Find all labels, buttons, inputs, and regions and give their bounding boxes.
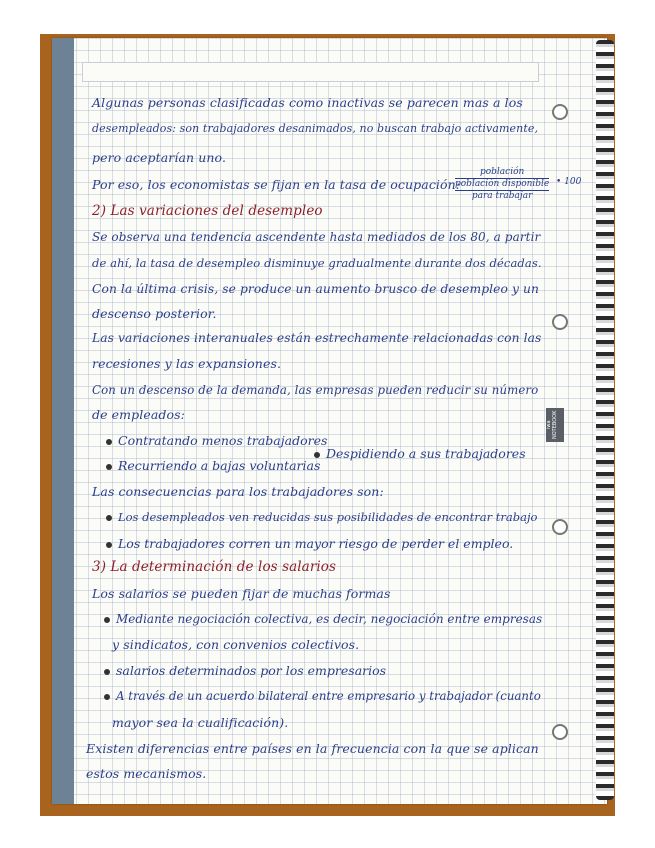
bullet-item: Los desempleados ven reducidas sus posibilidades de encontrar trabajo <box>106 510 537 524</box>
note-line: Con la última crisis, se produce un aumento brusco de desempleo y un <box>92 282 539 296</box>
bullet-item: salarios determinados por los empresarios <box>104 663 386 678</box>
bullet-item: Mediante negociación colectiva, es decir, negociación entre empresas <box>104 612 542 626</box>
bullet-dot <box>106 515 112 521</box>
note-line: descenso posterior. <box>92 306 217 321</box>
occupancy-rate-formula <box>455 167 549 202</box>
section-heading-2: 2) Las variaciones del desempleo <box>92 203 323 219</box>
page-header-box <box>82 62 539 82</box>
spiral-binding <box>596 40 614 800</box>
bullet-dot <box>314 452 320 458</box>
formula-denominator: para trabajar <box>471 191 533 201</box>
punch-hole <box>552 104 568 120</box>
note-line: Por eso, los economistas se fijan en la tasa de ocupación: <box>92 177 461 192</box>
bullet-item: Contratando menos trabajadores <box>106 433 327 448</box>
note-line: Algunas personas clasificadas como inactivas se parecen mas a los <box>92 95 523 110</box>
note-line: desempleados: son trabajadores desanimados, no buscan trabajo activamente, <box>92 122 539 135</box>
bullet-item: Recurriendo a bajas voluntarias <box>106 458 320 473</box>
bullet-dot <box>104 669 110 675</box>
bullet-dot <box>106 464 112 470</box>
bullet-item: Despidiendo a sus trabajadores <box>314 446 526 461</box>
section-heading-3: 3) La determinación de los salarios <box>92 559 337 575</box>
formula-numerator: población <box>455 167 549 179</box>
page-margin-strip <box>52 38 74 804</box>
note-line: Existen diferencias entre países en la frecuencia con la que se aplican <box>86 741 539 756</box>
punch-hole <box>552 724 568 740</box>
brand-label: iwa NOTEBOOK <box>546 408 564 442</box>
punch-hole <box>552 314 568 330</box>
note-line: Los salarios se pueden fijar de muchas formas <box>92 586 391 601</box>
bullet-item: Los trabajadores corren un mayor riesgo de perder el empleo. <box>106 536 513 551</box>
punch-hole <box>552 519 568 535</box>
note-line: Las consecuencias para los trabajadores son: <box>92 484 384 499</box>
bullet-item: A través de un acuerdo bilateral entre empresario y trabajador (cuanto <box>104 689 541 703</box>
note-line: mayor sea la cualificación). <box>112 715 289 730</box>
note-line: y sindicatos, con convenios colectivos. <box>112 637 360 652</box>
formula-middle: población disponible <box>455 179 550 189</box>
note-line: estos mecanismos. <box>86 766 207 781</box>
bullet-dot <box>104 694 110 700</box>
bullet-dot <box>106 439 112 445</box>
note-line: de empleados: <box>92 407 185 422</box>
note-line: pero aceptarían uno. <box>92 150 227 165</box>
note-line: Se observa una tendencia ascendente hasta mediados de los 80, a partir <box>92 230 541 244</box>
note-line: Con un descenso de la demanda, las empresas pueden reducir su número <box>92 383 539 397</box>
note-line: de ahí, la tasa de desempleo disminuye gradualmente durante dos décadas. <box>92 256 542 270</box>
formula-multiplier: • 100 <box>556 177 582 187</box>
bullet-dot <box>104 617 110 623</box>
note-line: Las variaciones interanuales están estrechamente relacionadas con las <box>92 331 542 345</box>
note-line: recesiones y las expansiones. <box>92 356 282 371</box>
bullet-dot <box>106 542 112 548</box>
